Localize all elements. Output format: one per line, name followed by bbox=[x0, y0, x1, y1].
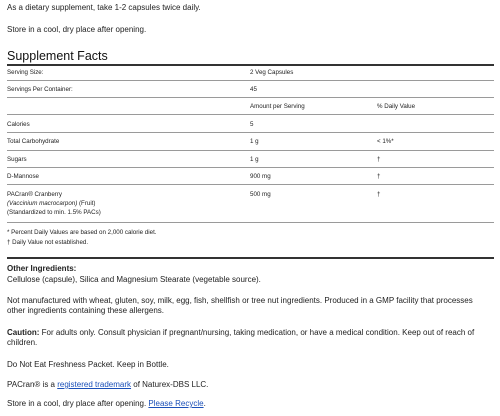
store-suffix: . bbox=[203, 399, 206, 408]
daily-value-header: % Daily Value bbox=[377, 103, 416, 110]
nutrient-amount: 900 mg bbox=[250, 173, 271, 180]
row-divider bbox=[7, 80, 494, 81]
servings-label: Servings Per Container: bbox=[7, 86, 73, 93]
nutrient-name: Sugars bbox=[7, 156, 27, 163]
registered-trademark-link[interactable]: registered trademark bbox=[57, 380, 132, 389]
row-divider bbox=[7, 184, 494, 185]
supplement-facts-title: Supplement Facts bbox=[7, 49, 108, 63]
nutrient-daily-value: † bbox=[377, 156, 381, 163]
nutrient-daily-value: † bbox=[377, 173, 381, 180]
other-ingredients-text: Cellulose (capsule), Silica and Magnesium Stearate (vegetable source). bbox=[7, 275, 261, 284]
plant-part: (Fruit) bbox=[77, 200, 96, 207]
storage-text: Store in a cool, dry place after opening. bbox=[7, 25, 147, 34]
nutrient-name: D-Mannose bbox=[7, 173, 39, 180]
row-divider bbox=[7, 167, 494, 168]
nutrient-amount: 500 mg bbox=[250, 191, 271, 198]
row-divider bbox=[7, 150, 494, 151]
nutrient-latin-name bbox=[7, 200, 95, 208]
row-divider bbox=[7, 97, 494, 98]
amount-header: Amount per Serving bbox=[250, 103, 305, 110]
servings-value: 45 bbox=[250, 86, 257, 93]
trademark-prefix: PACran® is a bbox=[7, 380, 58, 389]
nutrient-amount: 1 g bbox=[250, 138, 259, 145]
nutrient-name: PACran® Cranberry bbox=[7, 191, 62, 198]
footnote-not-established: † Daily Value not established. bbox=[7, 239, 89, 246]
caution-label: Caution: bbox=[7, 328, 40, 337]
caution-text: For adults only. Consult physician if pregnant/nursing, taking medication, or have a medical condition. Keep out of reach of children. bbox=[7, 328, 475, 347]
trademark-notice bbox=[7, 380, 208, 390]
directions-text: As a dietary supplement, take 1-2 capsules twice daily. bbox=[7, 3, 201, 12]
nutrient-daily-value: † bbox=[377, 191, 381, 198]
store-prefix: Store in a cool, dry place after opening. bbox=[7, 399, 149, 408]
nutrient-amount: 5 bbox=[250, 121, 254, 128]
other-ingredients-heading: Other Ingredients: bbox=[7, 264, 77, 273]
please-recycle-link[interactable]: Please Recycle bbox=[148, 399, 204, 408]
title-divider bbox=[7, 64, 494, 66]
serving-size-label: Serving Size: bbox=[7, 69, 44, 76]
serving-size-value: 2 Veg Capsules bbox=[250, 69, 294, 76]
footnote-daily-values: * Percent Daily Values are based on 2,000 calorie diet. bbox=[7, 229, 157, 236]
freshness-packet-text: Do Not Eat Freshness Packet. Keep in Bottle. bbox=[7, 360, 169, 369]
recycle-notice bbox=[7, 399, 206, 409]
nutrient-name: Total Carbohydrate bbox=[7, 138, 60, 145]
allergen-statement: Not manufactured with wheat, gluten, soy, milk, egg, fish, shellfish or tree nut ingredients. Produced in a GMP facility that processes other ingredients containing these allergens. bbox=[7, 296, 473, 315]
nutrient-name: Calories bbox=[7, 121, 30, 128]
caution-statement bbox=[7, 328, 493, 348]
table-bottom-divider bbox=[7, 257, 494, 259]
nutrient-standardization: (Standardized to min. 1.5% PACs) bbox=[7, 209, 101, 216]
nutrient-daily-value: < 1%* bbox=[377, 138, 394, 145]
row-divider bbox=[7, 222, 494, 223]
latin-name-italic: (Vaccinium macrocarpon) bbox=[7, 200, 78, 207]
nutrient-amount: 1 g bbox=[250, 156, 259, 163]
row-divider bbox=[7, 132, 494, 133]
trademark-suffix: of Naturex-DBS LLC. bbox=[131, 380, 209, 389]
row-divider bbox=[7, 114, 494, 115]
